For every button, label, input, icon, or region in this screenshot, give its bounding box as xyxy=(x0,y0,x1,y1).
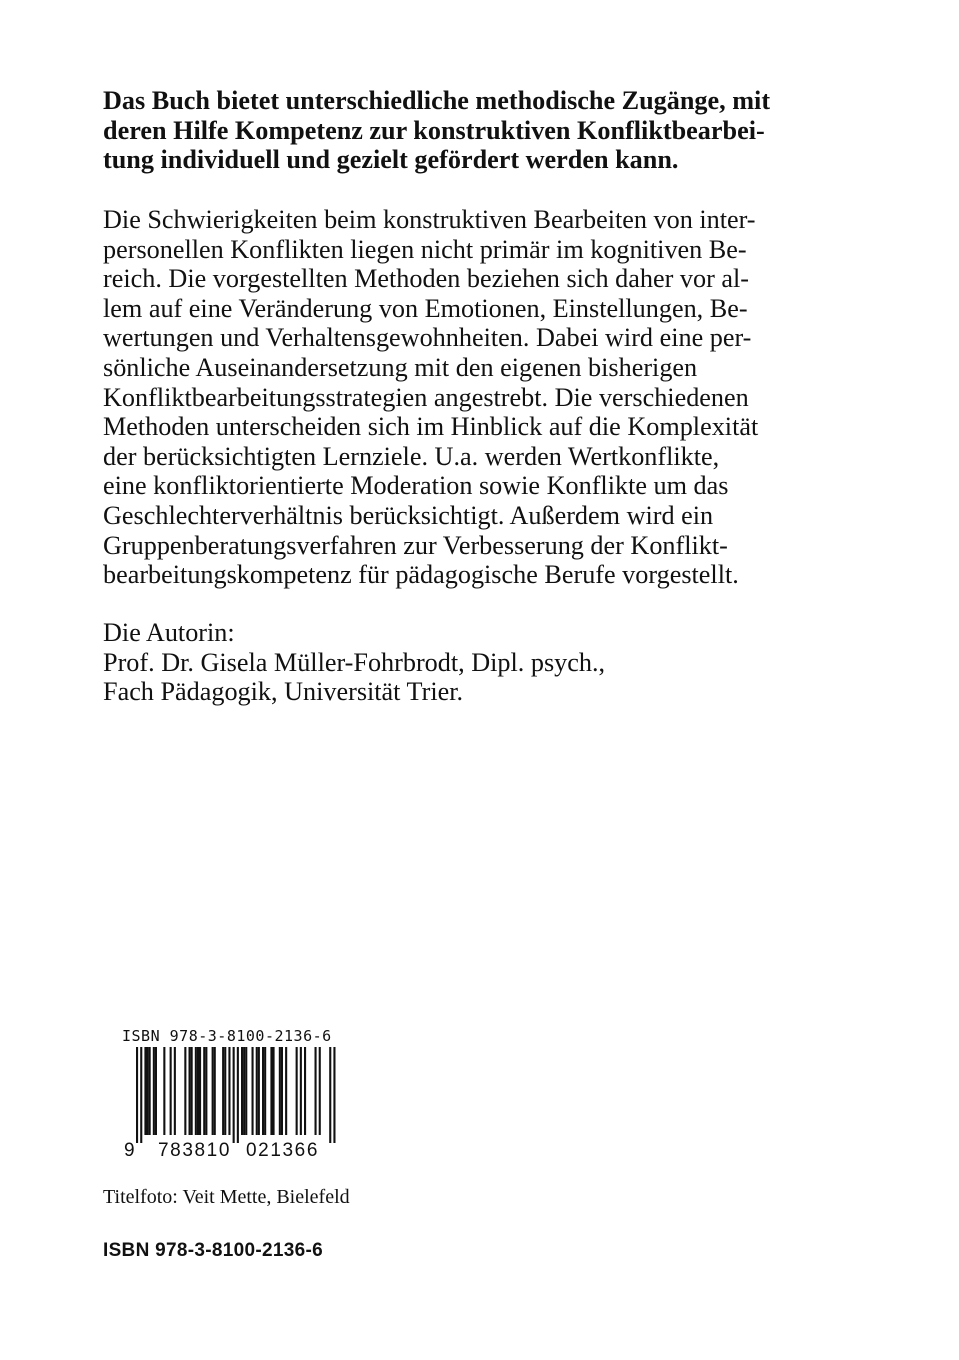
description-line: lem auf eine Veränderung von Emotionen, Einstellungen, Be- xyxy=(103,293,748,323)
barcode-bars-icon xyxy=(118,1047,348,1143)
barcode-bar xyxy=(184,1047,186,1135)
description-line: wertungen und Verhaltensgewohnheiten. Dabei wird eine per- xyxy=(103,323,752,353)
barcode-bar xyxy=(252,1047,254,1135)
barcode-bar xyxy=(149,1047,151,1135)
description-line: eine konfliktorientierte Moderation sowie Konflikte um das xyxy=(103,471,729,501)
barcode-bar xyxy=(214,1047,216,1135)
author-affiliation: Fach Pädagogik, Universität Trier. xyxy=(103,677,464,707)
description-line: Geschlechterverhältnis berücksichtigt. Außerdem wird ein xyxy=(103,500,714,530)
barcode-bar xyxy=(285,1047,287,1135)
description-line: Konfliktbearbeitungsstrategien angestrebt. Die verschiedenen xyxy=(103,382,749,412)
barcode-bar xyxy=(144,1047,146,1135)
barcode-bar xyxy=(199,1047,201,1135)
barcode-bar xyxy=(264,1047,266,1135)
barcode-bar xyxy=(273,1047,275,1135)
barcode-bar xyxy=(233,1047,235,1143)
barcode-bar xyxy=(281,1047,283,1135)
barcode-bar xyxy=(174,1047,176,1135)
intro-paragraph xyxy=(103,86,873,175)
intro-line: deren Hilfe Kompetenz zur konstruktiven Konfliktbearbei- xyxy=(103,115,765,145)
description-line: Die Schwierigkeiten beim konstruktiven Bearbeiten von inter- xyxy=(103,205,756,234)
isbn-barcode xyxy=(118,1027,368,1167)
barcode-bar xyxy=(136,1047,138,1143)
barcode-bar xyxy=(224,1047,226,1135)
barcode-bar xyxy=(241,1047,243,1135)
barcode-bar xyxy=(243,1047,245,1135)
barcode-bar xyxy=(304,1047,306,1135)
barcode-digits-right: 021366 xyxy=(246,1140,320,1161)
barcode-bar xyxy=(140,1047,142,1143)
barcode-bar xyxy=(153,1047,155,1135)
description-line: sönliche Auseinandersetzung mit den eigenen bisherigen xyxy=(103,352,698,382)
barcode-bar xyxy=(296,1047,298,1135)
barcode-bar xyxy=(197,1047,199,1135)
description-line: bearbeitungskompetenz für pädagogische Berufe vorgestellt. xyxy=(103,560,739,590)
barcode-isbn-label: ISBN 978-3-8100-2136-6 xyxy=(122,1027,332,1045)
barcode-bar xyxy=(163,1047,165,1135)
barcode-bar xyxy=(258,1047,260,1135)
barcode-bar xyxy=(212,1047,214,1135)
barcode-bar xyxy=(256,1047,258,1135)
author-name: Prof. Dr. Gisela Müller-Fohrbrodt, Dipl. psych., xyxy=(103,647,606,677)
barcode-digit-first: 9 xyxy=(124,1140,135,1161)
barcode-bar xyxy=(237,1047,239,1143)
barcode-bar xyxy=(203,1047,205,1135)
barcode-bar xyxy=(333,1047,335,1143)
cover-photo-credit: Titelfoto: Veit Mette, Bielefeld xyxy=(103,1186,350,1208)
barcode-bar xyxy=(245,1047,247,1135)
barcode-bar xyxy=(228,1047,230,1135)
barcode-bar xyxy=(155,1047,157,1135)
barcode-bar xyxy=(205,1047,207,1135)
barcode-bar xyxy=(170,1047,172,1135)
author-info xyxy=(103,618,605,707)
intro-line: tung individuell und gezielt gefördert werden kann. xyxy=(103,145,679,174)
barcode-bar xyxy=(191,1047,193,1135)
author-heading: Die Autorin: xyxy=(103,618,235,647)
barcode-bar xyxy=(147,1047,149,1135)
description-line: Methoden unterscheiden sich im Hinblick auf die Komplexität xyxy=(103,412,759,442)
description-line: der berücksichtigten Lernziele. U.a. werden Wertkonflikte, xyxy=(103,441,720,471)
intro-line: Das Buch bietet unterschiedliche methodische Zugänge, mit xyxy=(103,86,771,115)
description-line: personellen Konflikten liegen nicht primär im kognitiven Be- xyxy=(103,234,747,264)
barcode-bar xyxy=(262,1047,264,1135)
barcode-bar xyxy=(319,1047,321,1135)
barcode-bar xyxy=(270,1047,272,1135)
description-line: reich. Die vorgestellten Methoden beziehen sich daher vor al- xyxy=(103,264,749,294)
description-paragraph xyxy=(103,205,883,590)
barcode-digits-left: 783810 xyxy=(158,1140,232,1161)
barcode-bar xyxy=(279,1047,281,1135)
barcode-bar xyxy=(315,1047,317,1135)
barcode-bar xyxy=(195,1047,197,1135)
barcode-bar xyxy=(222,1047,224,1135)
barcode-bar xyxy=(300,1047,302,1135)
barcode-bar xyxy=(189,1047,191,1135)
barcode-bar xyxy=(329,1047,331,1143)
isbn-number: ISBN 978-3-8100-2136-6 xyxy=(103,1240,323,1261)
description-line: Gruppenberatungsverfahren zur Verbesserung der Konflikt- xyxy=(103,530,728,560)
